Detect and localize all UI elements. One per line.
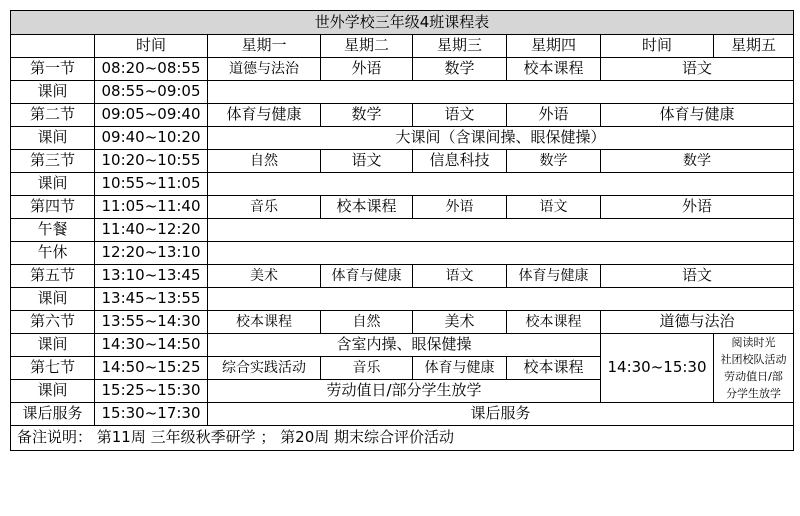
header-wednesday: 星期三 xyxy=(413,35,507,58)
lunch-blank xyxy=(208,219,794,242)
wednesday-class: 体育与健康 xyxy=(413,357,507,380)
period-label: 第六节 xyxy=(11,311,95,334)
break-label: 课间 xyxy=(11,334,95,357)
tuesday-class: 体育与健康 xyxy=(321,265,413,288)
period-1-row xyxy=(11,58,794,81)
thursday-class: 数学 xyxy=(507,150,601,173)
after-school-row xyxy=(11,403,794,426)
break-blank xyxy=(208,288,794,311)
afternoon-break-activity: 含室内操、眼保健操 xyxy=(208,334,601,357)
header-corner xyxy=(11,35,95,58)
period-label: 第二节 xyxy=(11,104,95,127)
wednesday-class: 数学 xyxy=(413,58,507,81)
after-school-activity: 课后服务 xyxy=(208,403,794,426)
title-row xyxy=(11,11,794,35)
period-time: 10:20~10:55 xyxy=(95,150,208,173)
after-school-label: 课后服务 xyxy=(11,403,95,426)
friday-class: 道德与法治 xyxy=(601,311,794,334)
nap-time: 12:20~13:10 xyxy=(95,242,208,265)
activity-line: 阅读时光 xyxy=(731,336,776,349)
thursday-class: 校本课程 xyxy=(507,311,601,334)
monday-class: 校本课程 xyxy=(208,311,321,334)
thursday-class: 校本课程 xyxy=(507,357,601,380)
header-monday: 星期一 xyxy=(208,35,321,58)
wednesday-class: 外语 xyxy=(413,196,507,219)
tuesday-class: 语文 xyxy=(321,150,413,173)
break-label: 课间 xyxy=(11,173,95,196)
activity-line: 劳动值日/部 xyxy=(724,370,783,384)
monday-class: 美术 xyxy=(208,265,321,288)
period-6-row xyxy=(11,311,794,334)
period-label: 第七节 xyxy=(11,357,95,380)
break-time: 09:40~10:20 xyxy=(95,127,208,150)
thursday-class: 体育与健康 xyxy=(507,265,601,288)
activity-line: 分学生放学 xyxy=(726,387,782,401)
period-label: 第四节 xyxy=(11,196,95,219)
break-time: 15:25~15:30 xyxy=(95,380,208,403)
nap-row xyxy=(11,242,794,265)
period-4-row xyxy=(11,196,794,219)
friday-afternoon-activities xyxy=(714,334,794,403)
lunch-row xyxy=(11,219,794,242)
monday-class: 道德与法治 xyxy=(208,58,321,81)
lunch-time: 11:40~12:20 xyxy=(95,219,208,242)
friday-class: 数学 xyxy=(601,150,794,173)
break-label: 课间 xyxy=(11,81,95,104)
page-title: 世外学校三年级4班课程表 xyxy=(11,11,794,35)
break-2-row xyxy=(11,127,794,150)
dismissal-activity: 劳动值日/部分学生放学 xyxy=(208,380,601,403)
period-time: 11:05~11:40 xyxy=(95,196,208,219)
break-time: 14:30~14:50 xyxy=(95,334,208,357)
friday-class: 语文 xyxy=(601,58,794,81)
tuesday-class: 音乐 xyxy=(321,357,413,380)
nap-label: 午休 xyxy=(11,242,95,265)
break-time: 08:55~09:05 xyxy=(95,81,208,104)
period-time: 08:20~08:55 xyxy=(95,58,208,81)
break-1-row xyxy=(11,81,794,104)
friday-class: 语文 xyxy=(601,265,794,288)
thursday-class: 外语 xyxy=(507,104,601,127)
period-2-row xyxy=(11,104,794,127)
wednesday-class: 语文 xyxy=(413,265,507,288)
header-row xyxy=(11,35,794,58)
activity-line: 社团校队活动 xyxy=(720,353,787,367)
big-break-activity: 大课间（含课间操、眼保健操） xyxy=(208,127,794,150)
thursday-class: 语文 xyxy=(507,196,601,219)
break-label: 课间 xyxy=(11,288,95,311)
timetable xyxy=(10,10,794,451)
break-time: 10:55~11:05 xyxy=(95,173,208,196)
friday-class: 体育与健康 xyxy=(601,104,794,127)
period-label: 第三节 xyxy=(11,150,95,173)
period-time: 13:10~13:45 xyxy=(95,265,208,288)
header-time-friday: 时间 xyxy=(601,35,714,58)
timetable-container xyxy=(10,10,794,451)
break-label: 课间 xyxy=(11,380,95,403)
header-thursday: 星期四 xyxy=(507,35,601,58)
monday-class: 体育与健康 xyxy=(208,104,321,127)
nap-blank xyxy=(208,242,794,265)
break-3-row xyxy=(11,173,794,196)
header-time: 时间 xyxy=(95,35,208,58)
friday-afternoon-time: 14:30~15:30 xyxy=(601,334,714,403)
period-label: 第五节 xyxy=(11,265,95,288)
monday-class: 自然 xyxy=(208,150,321,173)
header-tuesday: 星期二 xyxy=(321,35,413,58)
break-label: 课间 xyxy=(11,127,95,150)
remarks-note: 备注说明： 第11周 三年级秋季研学 ； 第20周 期末综合评价活动 xyxy=(11,426,794,451)
monday-class: 音乐 xyxy=(208,196,321,219)
wednesday-class: 语文 xyxy=(413,104,507,127)
period-time: 14:50~15:25 xyxy=(95,357,208,380)
period-time: 09:05~09:40 xyxy=(95,104,208,127)
period-3-row xyxy=(11,150,794,173)
note-row xyxy=(11,426,794,451)
friday-class: 外语 xyxy=(601,196,794,219)
tuesday-class: 自然 xyxy=(321,311,413,334)
break-6-row xyxy=(11,334,794,357)
lunch-label: 午餐 xyxy=(11,219,95,242)
wednesday-class: 信息科技 xyxy=(413,150,507,173)
break-blank xyxy=(208,81,794,104)
break-5-row xyxy=(11,288,794,311)
break-blank xyxy=(208,173,794,196)
break-time: 13:45~13:55 xyxy=(95,288,208,311)
monday-class: 综合实践活动 xyxy=(208,357,321,380)
wednesday-class: 美术 xyxy=(413,311,507,334)
header-friday: 星期五 xyxy=(714,35,794,58)
after-school-time: 15:30~17:30 xyxy=(95,403,208,426)
tuesday-class: 数学 xyxy=(321,104,413,127)
period-5-row xyxy=(11,265,794,288)
tuesday-class: 校本课程 xyxy=(321,196,413,219)
period-time: 13:55~14:30 xyxy=(95,311,208,334)
thursday-class: 校本课程 xyxy=(507,58,601,81)
period-label: 第一节 xyxy=(11,58,95,81)
tuesday-class: 外语 xyxy=(321,58,413,81)
